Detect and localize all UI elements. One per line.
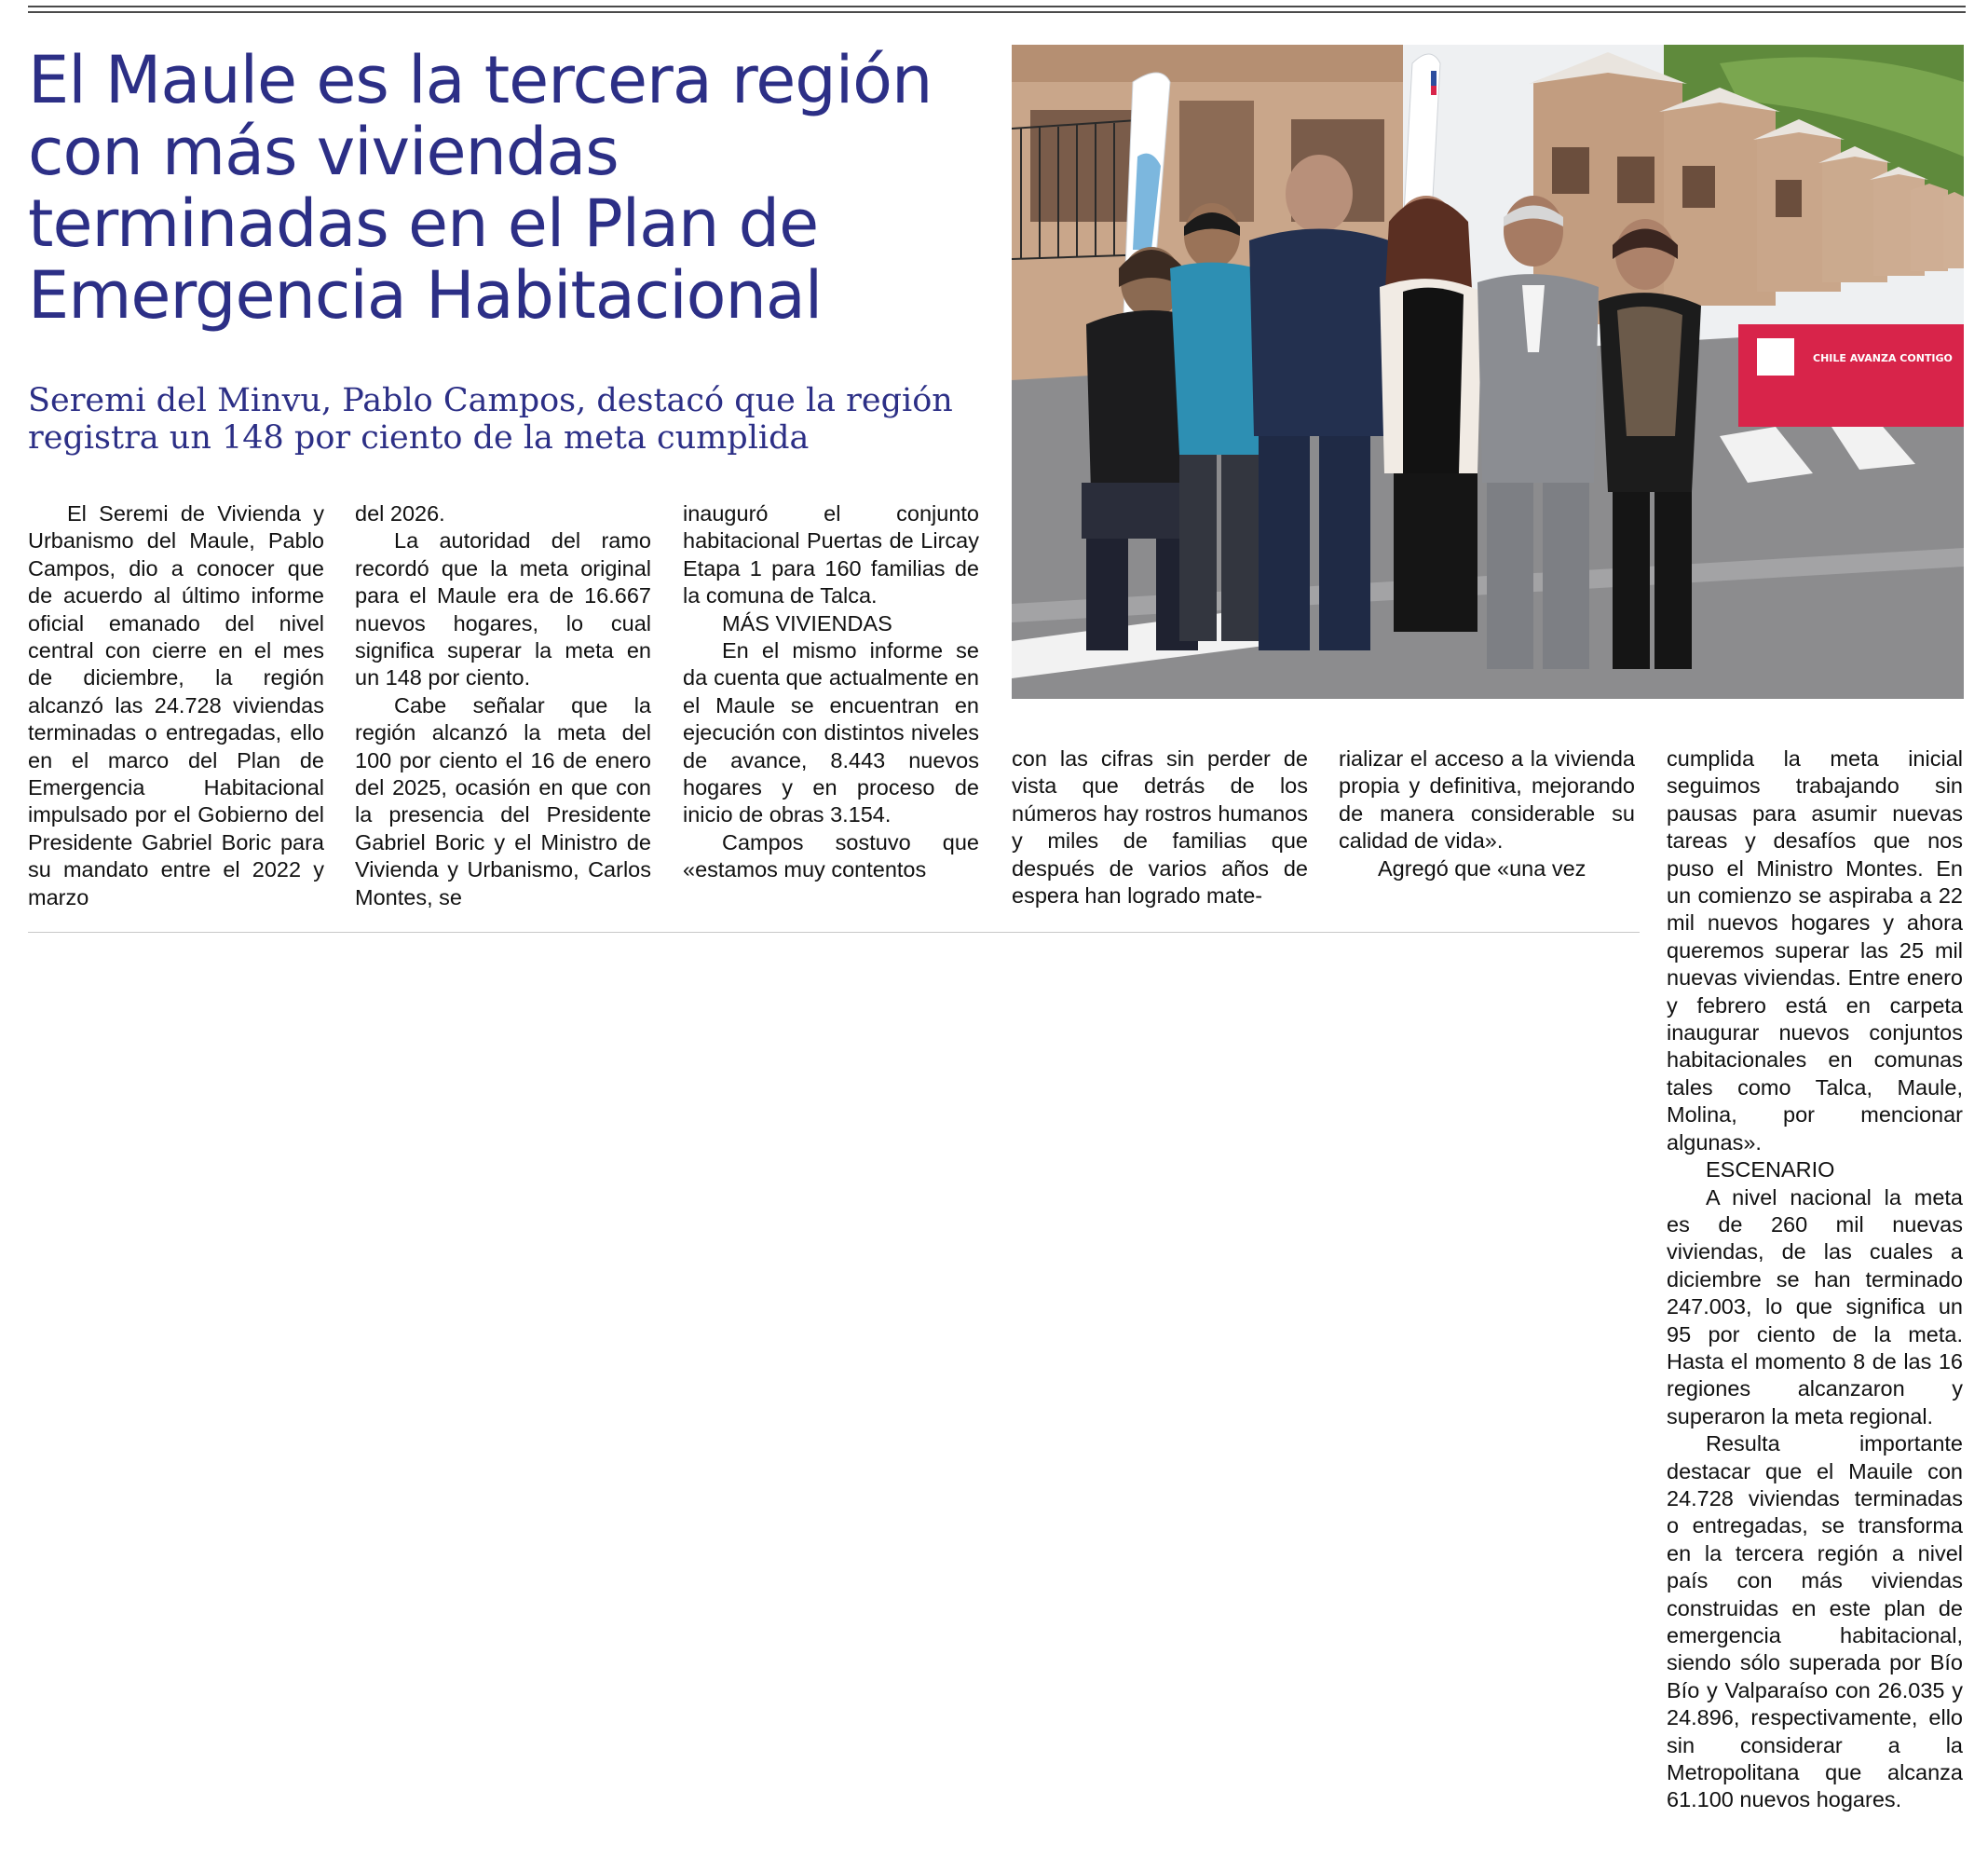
column-2-paragraph-1: del 2026. (355, 501, 445, 526)
column-5-paragraph-1: rializar el acceso a la vivienda propia y definitiva, mejorando de manera considerable su calidad de vida». (1339, 746, 1635, 854)
column-6-paragraph-1: cumplida la meta inicial seguimos trabajando sin pausas para asumir nuevas tareas y desafíos que nos puso el Ministro Montes. En un comienzo se aspiraba a 22 mil nuevos hogares y ahora queremos superar las 25 mil nuevas viviendas. Entre enero y febrero está en carpeta inaugurar nuevos conjuntos habitacionales en comunas tales como Talca, Maule, Molina, por mencionar algunas». (1667, 746, 1963, 1155)
section-heading-escenario: ESCENARIO (1706, 1157, 1835, 1182)
group-photo-illustration (1012, 45, 1964, 699)
column-3-paragraph-2: En el mismo informe se da cuenta que actualmente en el Maule se encuentran en ejecución con distintos niveles de avance, 8.443 nuevos hogares y en proceso de inicio de obras 3.154. (683, 638, 979, 827)
article-subheadline: Seremi del Minvu, Pablo Campos, destacó que la región registra un 148 por ciento de la meta cumplida (28, 382, 953, 457)
top-rule (28, 6, 1966, 13)
section-heading-mas-viviendas: MÁS VIVIENDAS (722, 610, 892, 636)
banner-text: CHILE AVANZA CONTIGO (1813, 352, 1953, 364)
column-2-paragraph-2: La autoridad del ramo recordó que la meta original para el Maule era de 16.667 nuevos hogares, lo cual significa superar la meta en un 148 por ciento. (355, 528, 651, 690)
column-6-paragraph-3: Resulta importante destacar que el Mauile con 24.728 viviendas terminadas o entregadas, se transforma en la tercera región a nivel país con más viviendas construidas en este plan de emergencia habitacional, siendo sólo superada por Bío Bío y Valparaíso con 26.035 y 24.896, respectivamente, ello sin considerar a la Metropolitana que alcanza 61.100 nuevos hogares. (1667, 1431, 1963, 1812)
column-2-paragraph-3: Cabe señalar que la región alcanzó la meta del 100 por ciento el 16 de enero del 2025, ocasión en que con la presencia del Presidente Gabriel Boric y el Ministro de Vivienda y Urbanismo, Carlos Montes, se (355, 692, 651, 909)
column-5-paragraph-2: Agregó que «una vez (1378, 855, 1586, 881)
column-6-paragraph-2: A nivel nacional la meta es de 260 mil nuevas viviendas, de las cuales a diciembre se han terminado 247.003, lo que significa un 95 por ciento de la meta. Hasta el momento 8 de las 16 regiones alcanzaron y superaron la meta regional. (1667, 1184, 1963, 1428)
article-photo (1012, 45, 1964, 699)
article-column-1 (28, 500, 324, 911)
column-3-paragraph-3: Campos sostuvo que «estamos muy contentos (683, 829, 979, 882)
article-headline: El Maule es la tercera región con más viviendas terminadas en el Plan de Emergencia Habitacional (28, 42, 933, 334)
article-column-3 (683, 500, 979, 884)
column-1-paragraph-1: El Seremi de Vivienda y Urbanismo del Maule, Pablo Campos, dio a conocer que de acuerdo al último informe oficial emanado del nivel central con cierre en el mes de diciembre, la región alcanzó las 24.728 viviendas terminadas o entregadas, ello en el marco del Plan de Emergencia Habitacional impulsado por el Gobierno del Presidente Gabriel Boric para su mandato entre el 2022 y marzo (28, 501, 324, 909)
article-column-4 (1012, 745, 1308, 909)
column-4-paragraph-1: con las cifras sin perder de vista que detrás de los números hay rostros humanos y miles de familias que después de varios años de espera han logrado mate- (1012, 746, 1308, 909)
column-3-paragraph-1: inauguró el conjunto habitacional Puertas de Lircay Etapa 1 para 160 familias de la comuna de Talca. (683, 501, 979, 608)
article-column-2 (355, 500, 651, 911)
article-column-5 (1339, 745, 1635, 882)
bottom-rule (28, 932, 1640, 933)
article-column-6 (1667, 745, 1963, 1814)
